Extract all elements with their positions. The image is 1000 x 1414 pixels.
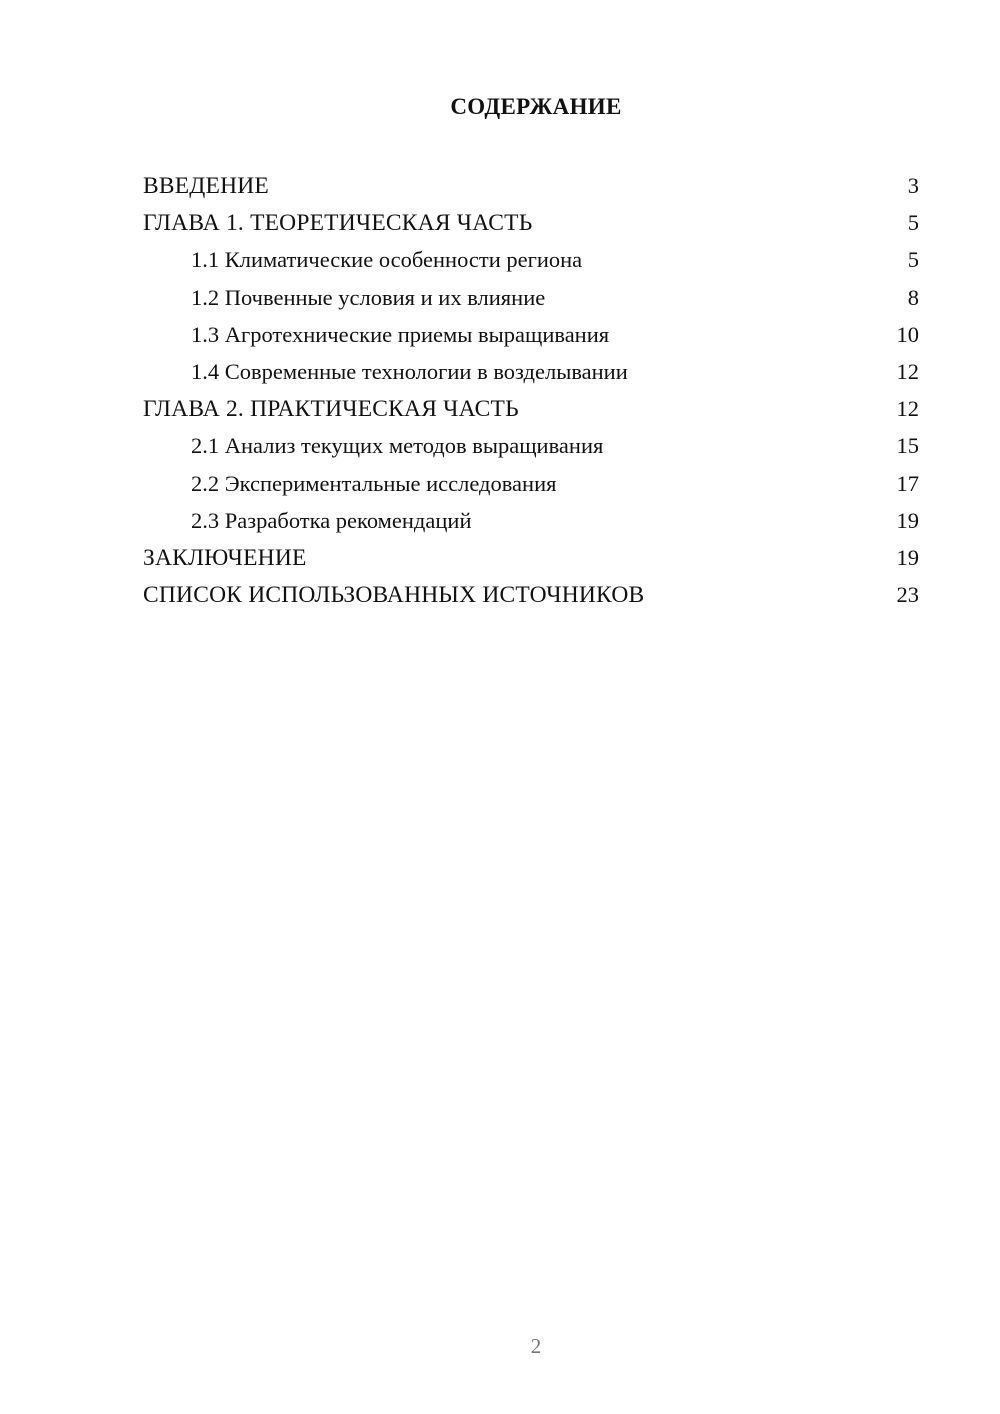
toc-entry-label: ГЛАВА 2. ПРАКТИЧЕСКАЯ ЧАСТЬ [143,396,519,423]
toc-entry-label: ЗАКЛЮЧЕНИЕ [143,544,307,571]
toc-entry-label: ГЛАВА 1. ТЕОРЕТИЧЕСКАЯ ЧАСТЬ [143,210,533,237]
toc-entry-label: 1.4 Современные технологии в возделывании [191,358,628,384]
toc-entry-chapter-2[interactable] [143,390,919,427]
toc-entry-page: 10 [896,321,919,347]
toc-entry-page: 15 [896,433,919,459]
toc-entry-label: 1.3 Агротехнические приемы выращивания [191,321,610,347]
toc-entry-label: 1.2 Почвенные условия и их влияние [191,284,546,310]
toc-entry-section-2-3[interactable] [143,502,919,539]
toc-entry-section-1-4[interactable] [143,353,919,390]
toc-entry-label: 2.2 Экспериментальные исследования [191,470,557,496]
toc-entry-page: 17 [896,470,919,496]
toc-entry-label: 1.1 Климатические особенности региона [191,247,583,273]
toc-entry-references[interactable] [143,576,919,613]
toc-entry-label: 2.1 Анализ текущих методов выращивания [191,433,604,459]
toc-entry-label: 2.3 Разработка рекомендаций [191,507,472,533]
toc-entry-page: 5 [907,210,919,236]
toc-entry-section-1-1[interactable] [143,241,919,278]
toc-entry-page: 23 [896,582,919,608]
toc-entry-section-1-2[interactable] [143,279,919,316]
toc-entry-page: 19 [896,507,919,533]
toc-entry-introduction[interactable] [143,167,919,204]
toc-entry-section-2-2[interactable] [143,465,919,502]
toc-entry-page: 8 [907,284,919,310]
toc-entry-section-1-3[interactable] [143,316,919,353]
toc-entry-label: ВВЕДЕНИЕ [143,173,269,199]
toc-entry-section-2-1[interactable] [143,427,919,464]
toc-entry-page: 12 [896,396,919,422]
table-of-contents [143,167,919,613]
page-title: СОДЕРЖАНИЕ [450,94,622,119]
toc-entry-conclusion[interactable] [143,539,919,576]
page-number: 2 [530,1334,542,1358]
toc-entry-label: СПИСОК ИСПОЛЬЗОВАННЫХ ИСТОЧНИКОВ [143,582,645,609]
toc-entry-page: 19 [896,544,919,570]
toc-entry-page: 3 [907,173,919,198]
toc-entry-page: 12 [896,358,919,384]
toc-entry-page: 5 [907,247,919,273]
toc-entry-chapter-1[interactable] [143,204,919,241]
